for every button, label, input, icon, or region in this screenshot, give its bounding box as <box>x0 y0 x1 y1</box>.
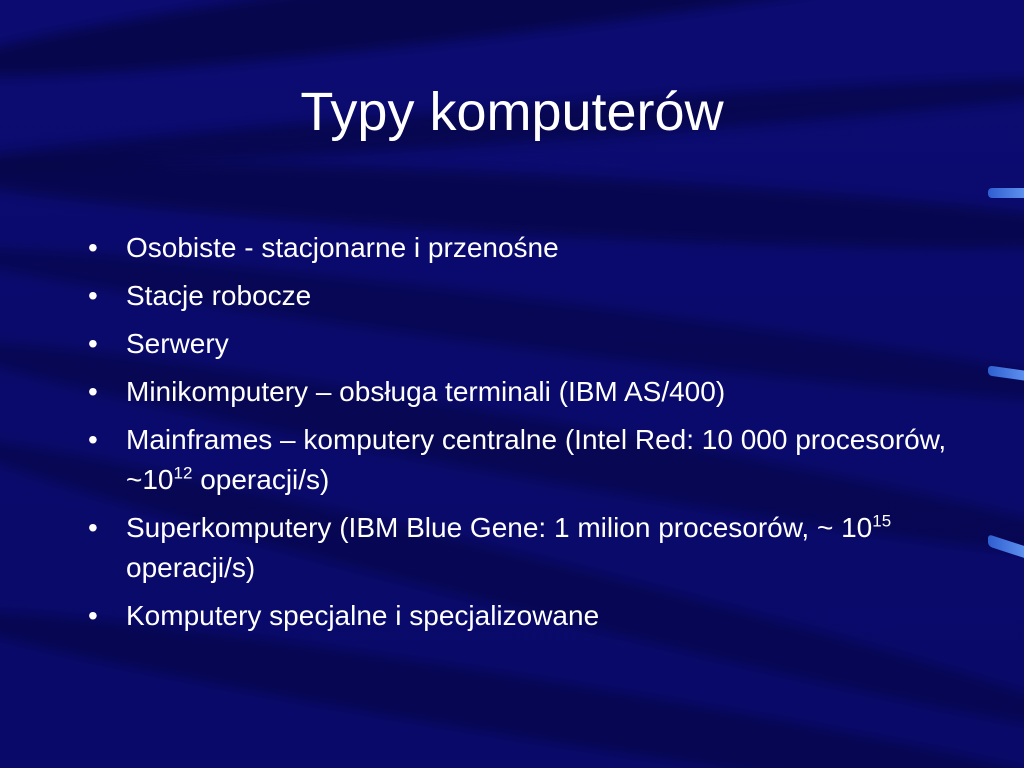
bullet-item <box>84 228 954 268</box>
bullet-text: Serwery <box>126 328 229 359</box>
bullet-text: Minikomputery – obsługa terminali (IBM AS/400) <box>126 376 726 407</box>
bullet-text: Osobiste - stacjonarne i przenośne <box>126 232 559 263</box>
bullet-item <box>84 372 954 412</box>
bullet-item <box>84 324 954 364</box>
bullet-item <box>84 596 954 636</box>
exponent: 15 <box>872 511 892 531</box>
bullet-list <box>84 228 954 644</box>
bullet-icon: • <box>88 424 98 455</box>
bullet-icon: • <box>88 232 98 263</box>
bullet-item <box>84 508 954 588</box>
bullet-text <box>126 424 946 495</box>
bullet-text-main: Mainframes – komputery centralne (Intel Red: 10 000 procesorów, ~10 <box>126 424 947 495</box>
bullet-text-tail: operacji/s) <box>192 464 330 495</box>
exponent: 12 <box>173 463 193 483</box>
bullet-icon: • <box>88 280 98 311</box>
bullet-item <box>84 420 954 500</box>
bullet-text <box>126 512 891 583</box>
bullet-text: Komputery specjalne i specjalizowane <box>126 600 600 631</box>
bullet-icon: • <box>88 376 98 407</box>
bullet-text-main: Superkomputery (IBM Blue Gene: 1 milion procesorów, ~ 10 <box>126 512 873 543</box>
slide-title: Typy komputerów <box>300 82 724 142</box>
bullet-item <box>84 276 954 316</box>
bullet-text-tail: operacji/s) <box>126 552 256 583</box>
bullet-icon: • <box>88 328 98 359</box>
edge-accent <box>988 188 1024 198</box>
bullet-icon: • <box>88 600 98 631</box>
bullet-text: Stacje robocze <box>126 280 312 311</box>
bullet-icon: • <box>88 512 98 543</box>
